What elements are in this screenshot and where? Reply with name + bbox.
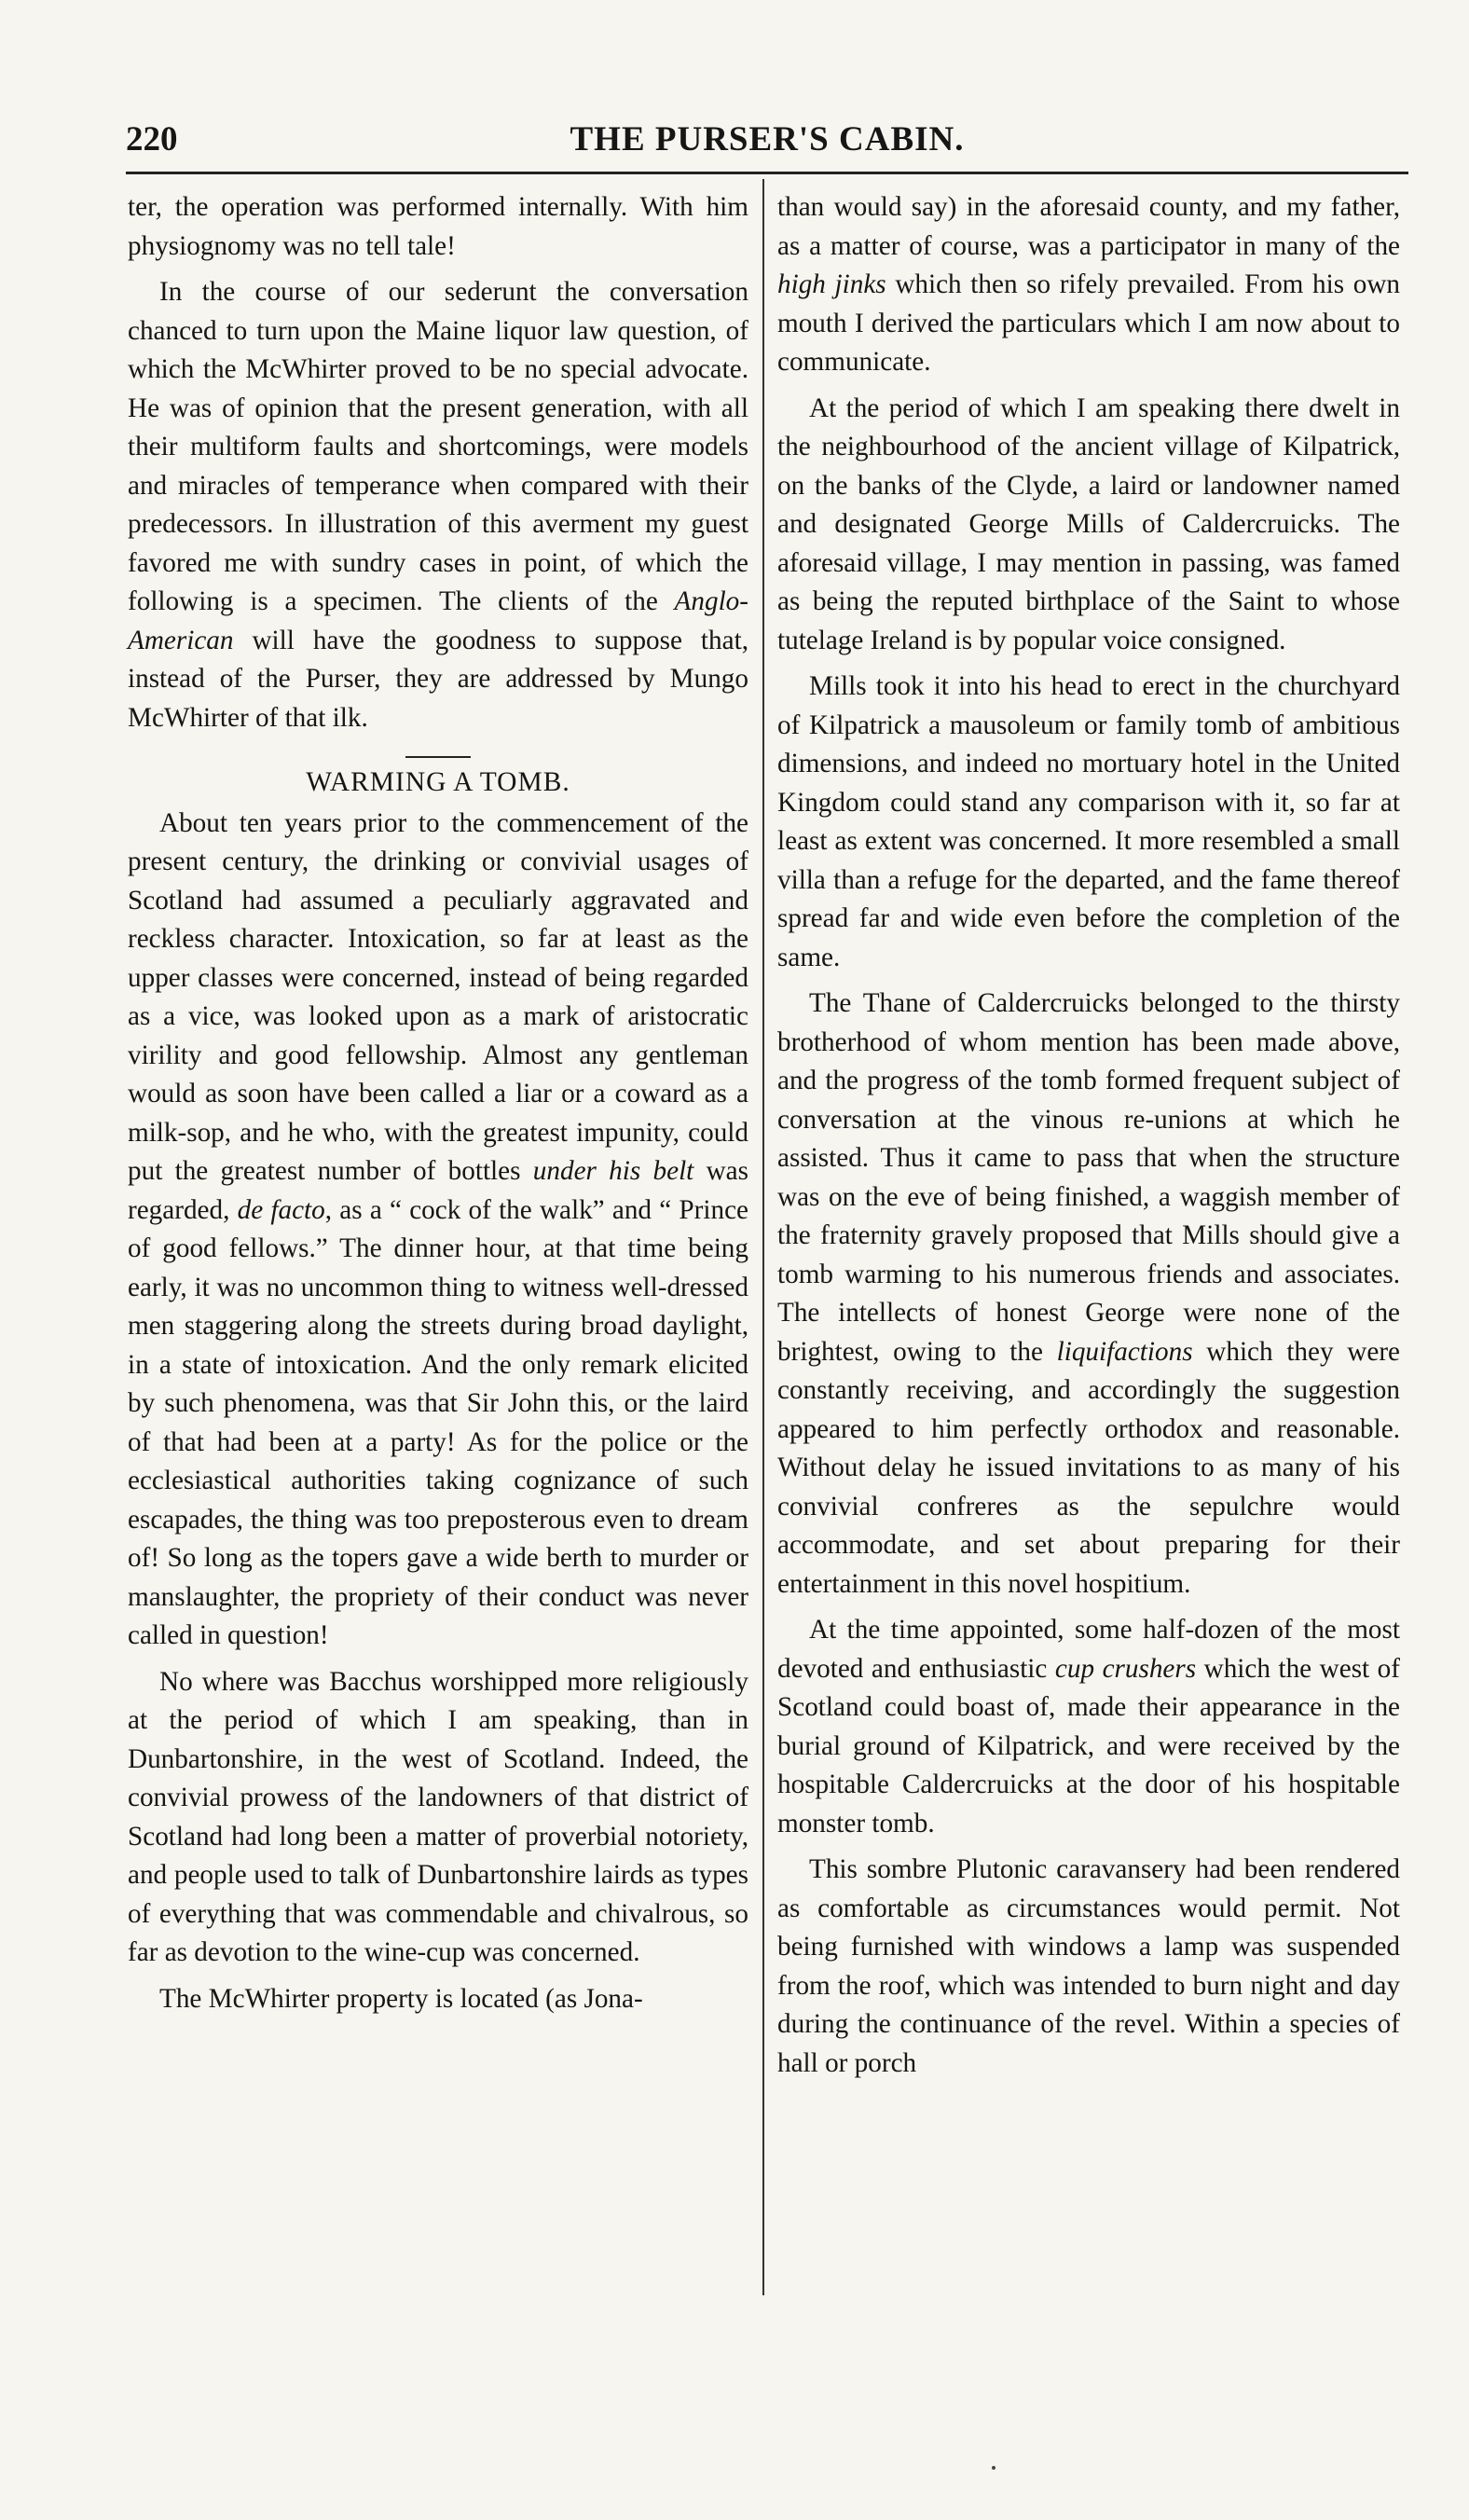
paragraph: In the course of our sederunt the conversation chanced to turn upon the Maine liquor law question, of which the McWhirter proved to be no special advocate. He was of opinion that the present generation, with all their multiform faults and shortcomings, were models and miracles of temperance when compared with their predecessors. In illustration of this averment my guest favored me with sundry cases in point, of which the following is a specimen. The clients of the Anglo-American will have the goodness to suppose that, instead of the Purser, they are addressed by Mungo McWhirter of that ilk. (128, 277, 748, 733)
italic-text: cup crushers (1054, 1653, 1197, 1684)
paragraph: About ten years prior to the commencement of the present century, the drinking or convivial usages of Scotland had assumed a peculiarly aggravated and reckless character. Intoxication, so far at least as the upper classes were concerned, instead of being regarded as a vice, was looked upon as a mark of aristocratic virility and good fellowship. Almost any gentleman would as soon have been called a liar or a coward as a milk-sop, and he who, with the greatest impunity, could put the greatest number of bottles under his belt was regarded, de facto, as a “ cock of the walk” and “ Prince of good fellows.” The dinner hour, at that time being early, it was no uncommon thing to witness well-dressed men staggering along the streets during broad daylight, in a state of intoxication. And the only remark elicited by such phenomena, was that Sir John this, or the laird of that had been at a party! As for the police or the ecclesiastical authorities taking cognizance of such escapades, the thing was too preposterous even to dream of! So long as the topers gave a wide berth to murder or manslaughter, the propriety of their conduct was never called in question! (128, 807, 748, 1650)
running-head: THE PURSER'S CABIN. (570, 120, 965, 158)
paragraph: This sombre Plutonic caravansery had been rendered as comfortable as circumstances would permit. Not being furnished with windows a lamp was suspended from the roof, which was intended to burn night and day during the continuance of the revel. Within a species of hall or porch (777, 1854, 1400, 2078)
italic-text: high jinks (777, 269, 886, 299)
section-heading: WARMING A TOMB. (306, 767, 570, 797)
page-number: 220 (126, 120, 178, 158)
column-divider (762, 179, 764, 2295)
paragraph: ter, the operation was performed internally. With him physiognomy was no tell tale! (128, 192, 748, 261)
ink-speck (992, 2466, 995, 2470)
page-header (126, 119, 1408, 166)
paragraph: At the period of which I am speaking there dwelt in the neighbourhood of the ancient village of Kilpatrick, on the banks of the Clyde, a laird or landowner named and designated George Mills of Caldercruicks. The aforesaid village, I may mention in passing, was famed as being the reputed birthplace of the Saint to whose tutelage Ireland is by popular voice consigned. (777, 392, 1400, 655)
section-rule (405, 756, 471, 758)
paragraph: Mills took it into his head to erect in the churchyard of Kilpatrick a mausoleum or family tomb of ambitious dimensions, and indeed no mortuary hotel in the United Kingdom could stand any comparison with it, so far at least as extent was concerned. It more resembled a small villa than a refuge for the departed, and the fame thereof spread far and wide even before the completion of the same. (777, 671, 1400, 972)
header-rule (126, 172, 1408, 174)
italic-text: liquifactions (1056, 1336, 1193, 1367)
paragraph: No where was Bacchus worshipped more religiously at the period of which I am speaking, than in Dunbartonshire, in the west of Scotland. Indeed, the convivial prowess of the landowners of that district of Scotland had long been a matter of proverbial notoriety, and people used to talk of Dunbartonshire lairds as types of everything that was commendable and chivalrous, so far as devotion to the wine-cup was concerned. (128, 1666, 748, 1967)
italic-text: de facto (237, 1194, 325, 1225)
paragraph: The McWhirter property is located (as Jona- (159, 1983, 643, 2014)
paragraph: than would say) in the aforesaid county, and my father, as a matter of course, was a participator in many of the high jinks which then so rifely prevailed. From his own mouth I derived the particulars which I am now about to communicate. (777, 192, 1400, 377)
italic-text: Anglo-American (128, 586, 748, 655)
paragraph: The Thane of Caldercruicks belonged to the thirsty brotherhood of whom mention has been made above, and the progress of the tomb formed frequent subject of conversation at the vinous re-unions at which he assisted. Thus it came to pass that when the structure was on the eve of being finished, a waggish member of the fraternity gravely proposed that Mills should give a tomb warming to his numerous friends and associates. The intellects of honest George were none of the brightest, owing to the liquifactions which they were constantly receiving, and accordingly the suggestion appeared to him perfectly orthodox and reasonable. Without delay he issued invitations to as many of his convivial confreres as the sepulchre would accommodate, and set about preparing for their entertainment in this novel hospitium. (777, 988, 1400, 1599)
left-column (128, 188, 748, 2018)
right-column (777, 188, 1400, 2083)
italic-text: under his belt (532, 1156, 694, 1186)
paragraph: At the time appointed, some half-dozen of the most devoted and enthusiastic cup crushers which the west of Scotland could boast of, made their appearance in the burial ground of Kilpatrick, and were received by the hospitable Caldercruicks at the door of his hospitable monster tomb. (777, 1615, 1400, 1838)
